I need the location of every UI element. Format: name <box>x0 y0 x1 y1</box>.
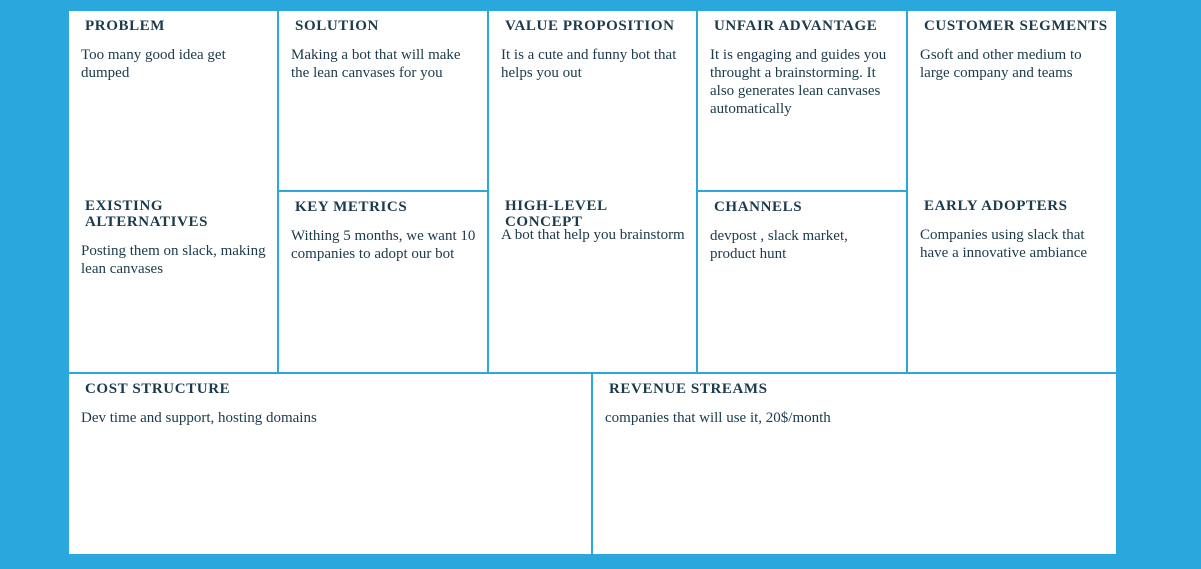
cost-structure-text: Dev time and support, hosting domains <box>81 410 317 426</box>
channels-title: CHANNELS <box>714 199 803 215</box>
value-proposition-text: It is a cute and funny bot that helps you out <box>501 47 677 81</box>
unfair-advantage-section <box>698 11 908 192</box>
early-adopters-title: EARLY ADOPTERS <box>924 198 1068 214</box>
solution-text: Making a bot that will make the lean canvases for you <box>291 47 461 81</box>
high-level-concept-text: A bot that help you brainstorm <box>501 227 685 243</box>
key-metrics-section <box>279 192 489 373</box>
channels-section <box>698 192 908 373</box>
customer-segments-text: Gsoft and other medium to large company and teams <box>920 47 1082 81</box>
channels-text: devpost , slack market, product hunt <box>710 228 848 262</box>
solution-title: SOLUTION <box>295 18 379 34</box>
unfair-advantage-text: It is engaging and guides you throught a brainstorming. It also generates lean canvases automatically <box>710 47 887 117</box>
problem-section <box>69 11 279 373</box>
cost-structure-title: COST STRUCTURE <box>85 381 231 397</box>
unfair-advantage-title: UNFAIR ADVANTAGE <box>714 18 878 34</box>
existing-alternatives-title: EXISTING ALTERNATIVES <box>85 198 209 230</box>
value-proposition-section <box>489 11 698 373</box>
cost-structure-section <box>69 372 593 554</box>
existing-alternatives-text: Posting them on slack, making lean canvases <box>81 243 266 277</box>
key-metrics-title: KEY METRICS <box>295 199 408 215</box>
problem-text: Too many good idea get dumped <box>81 47 226 81</box>
key-metrics-text: Withing 5 months, we want 10 companies to adopt our bot <box>291 228 476 262</box>
high-level-concept-title: HIGH-LEVEL CONCEPT <box>505 198 607 230</box>
early-adopters-text: Companies using slack that have a innovative ambiance <box>920 227 1088 261</box>
revenue-streams-text: companies that will use it, 20$/month <box>605 410 831 426</box>
lean-canvas <box>69 11 1116 554</box>
customer-segments-section <box>908 11 1116 373</box>
solution-section <box>279 11 489 192</box>
revenue-streams-section <box>593 372 1116 554</box>
revenue-streams-title: REVENUE STREAMS <box>609 381 768 397</box>
value-proposition-title: VALUE PROPOSITION <box>505 18 675 34</box>
customer-segments-title: CUSTOMER SEGMENTS <box>924 18 1108 34</box>
problem-title: PROBLEM <box>85 18 166 34</box>
